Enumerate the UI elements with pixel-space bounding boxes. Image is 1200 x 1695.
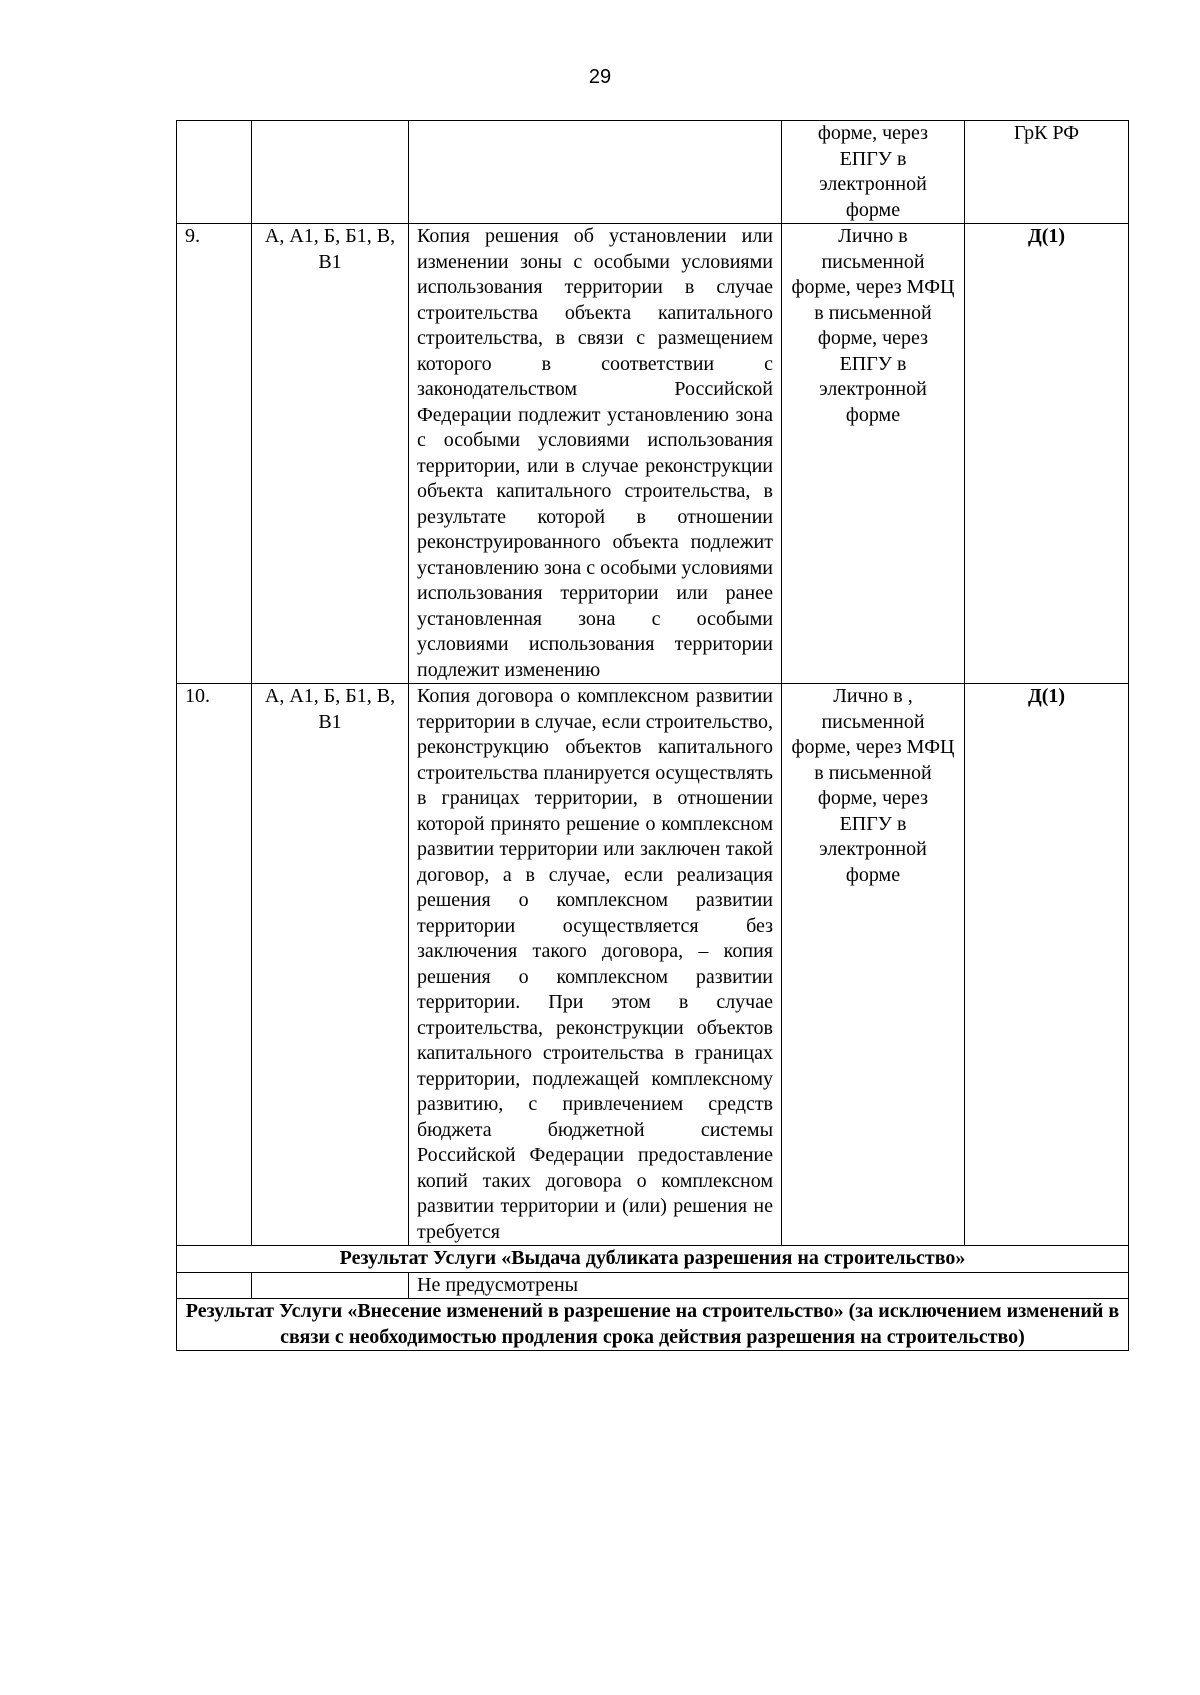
not-provided-cell: Не предусмотрены (409, 1272, 1129, 1299)
row-number-cell: 10. (177, 684, 252, 1246)
document-description-cell: Копия решения об установлении или изменении зоны с особыми условиями использования территории в случае строительства объекта капитального строительства, в связи с размещением которого в соответствии с законодательством Российской Федерации подлежит установлению зона с особыми условиями использования территории, или в случае реконструкции объекта капитального строительства, в результате которой в отношении реконструированного объекта подлежит установлению зона с особыми условиями использования территории или ранее установленная зона с особыми условиями использования территории подлежит изменению (409, 224, 782, 684)
submission-method-cell: Лично в , письменной форме, через МФЦ в письменной форме, через ЕПГУ в электронной форме (782, 684, 965, 1246)
legal-basis-cell: ГрК РФ (965, 121, 1129, 224)
table-row (177, 224, 1129, 684)
documents-table (176, 120, 1129, 1351)
section-heading-row (177, 1246, 1129, 1273)
legal-basis-cell: Д(1) (965, 684, 1129, 1246)
applicant-codes-cell: А, А1, Б, Б1, В, В1 (252, 224, 409, 684)
submission-method-cell: Лично в письменной форме, через МФЦ в письменной форме, через ЕПГУ в электронной форме (782, 224, 965, 684)
table-row-continuation (177, 121, 1129, 224)
table-row-not-provided (177, 1272, 1129, 1299)
document-description-cell: Копия договора о комплексном развитии территории в случае, если строительство, реконструкцию объектов капитального строительства планируется осуществлять в границах территории, в отношении которой принято решение о комплексном развитии территории или заключен такой договор, а в случае, если реализация решения о комплексном развитии территории осуществляется без заключения такого договора, – копия решения о комплексном развитии территории. При этом в случае строительства, реконструкции объектов капитального строительства в границах территории, подлежащей комплексному развитию, с привлечением средств бюджета бюджетной системы Российской Федерации предоставление копий таких договора о комплексном развитии территории и (или) решения не требуется (409, 684, 782, 1246)
table-row (177, 684, 1129, 1246)
cell-empty (177, 1272, 252, 1299)
cell-empty (177, 121, 252, 224)
submission-method-cell: форме, через ЕПГУ в электронной форме (782, 121, 965, 224)
cell-empty (252, 1272, 409, 1299)
section-heading-duplicate: Результат Услуги «Выдача дубликата разрешения на строительство» (177, 1246, 1129, 1273)
cell-empty (409, 121, 782, 224)
page-number: 29 (588, 66, 612, 88)
applicant-codes-cell: А, А1, Б, Б1, В, В1 (252, 684, 409, 1246)
row-number-cell: 9. (177, 224, 252, 684)
section-heading-row (177, 1299, 1129, 1351)
section-heading-changes: Результат Услуги «Внесение изменений в разрешение на строительство» (за исключением изменений в связи с необходимостью продления срока действия разрешения на строительство) (177, 1299, 1129, 1351)
legal-basis-cell: Д(1) (965, 224, 1129, 684)
cell-empty (252, 121, 409, 224)
